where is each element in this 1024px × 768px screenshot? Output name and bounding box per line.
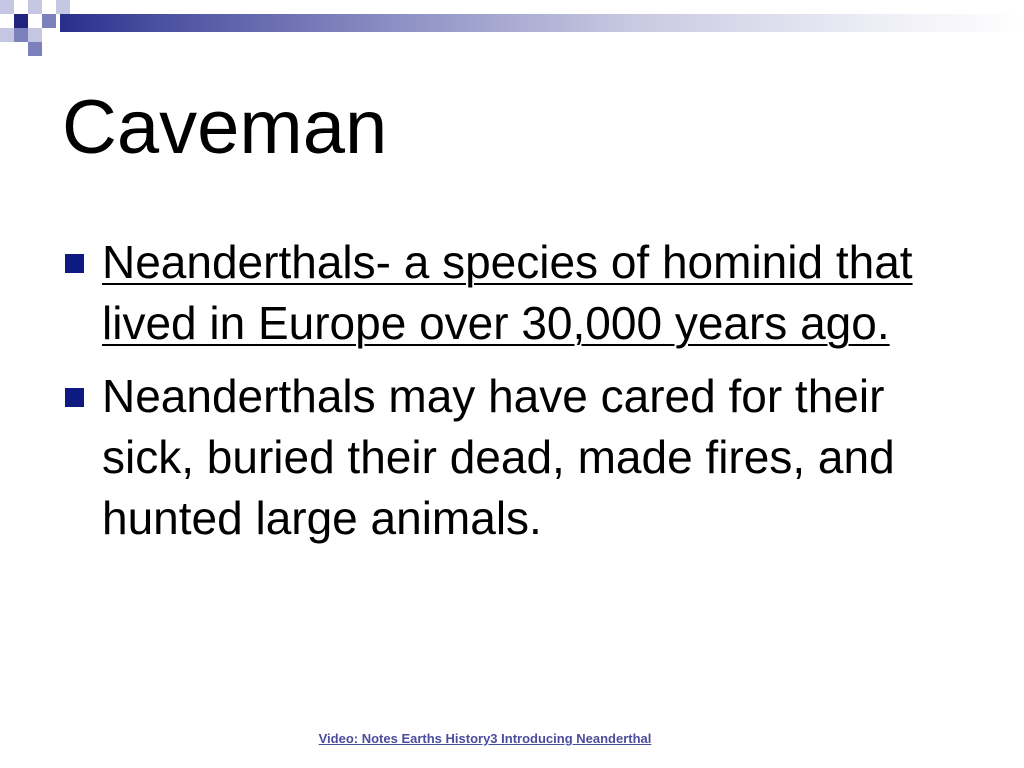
banner-square (28, 42, 42, 56)
bullet-list (62, 232, 982, 561)
banner-square (14, 28, 28, 42)
slide-title: Caveman (62, 85, 388, 170)
video-link[interactable]: Video: Notes Earths History3 Introducing Neanderthal (318, 731, 652, 746)
bullet-item (62, 366, 982, 549)
banner-square (28, 28, 42, 42)
bullet-text: Neanderthals may have cared for their sick, buried their dead, made fires, and hunted large animals. (102, 370, 895, 544)
banner-square (56, 0, 70, 14)
bullet-item (62, 232, 982, 354)
banner-square (28, 0, 42, 14)
header-banner (0, 0, 1024, 64)
banner-square (0, 28, 14, 42)
square-bullet-icon (65, 254, 84, 273)
banner-square (0, 0, 14, 14)
square-bullet-icon (65, 388, 84, 407)
bullet-text: Neanderthals- a species of hominid that lived in Europe over 30,000 years ago. (102, 236, 913, 349)
banner-square (42, 14, 56, 28)
banner-square (14, 14, 28, 28)
banner-gradient-band (60, 14, 1024, 32)
